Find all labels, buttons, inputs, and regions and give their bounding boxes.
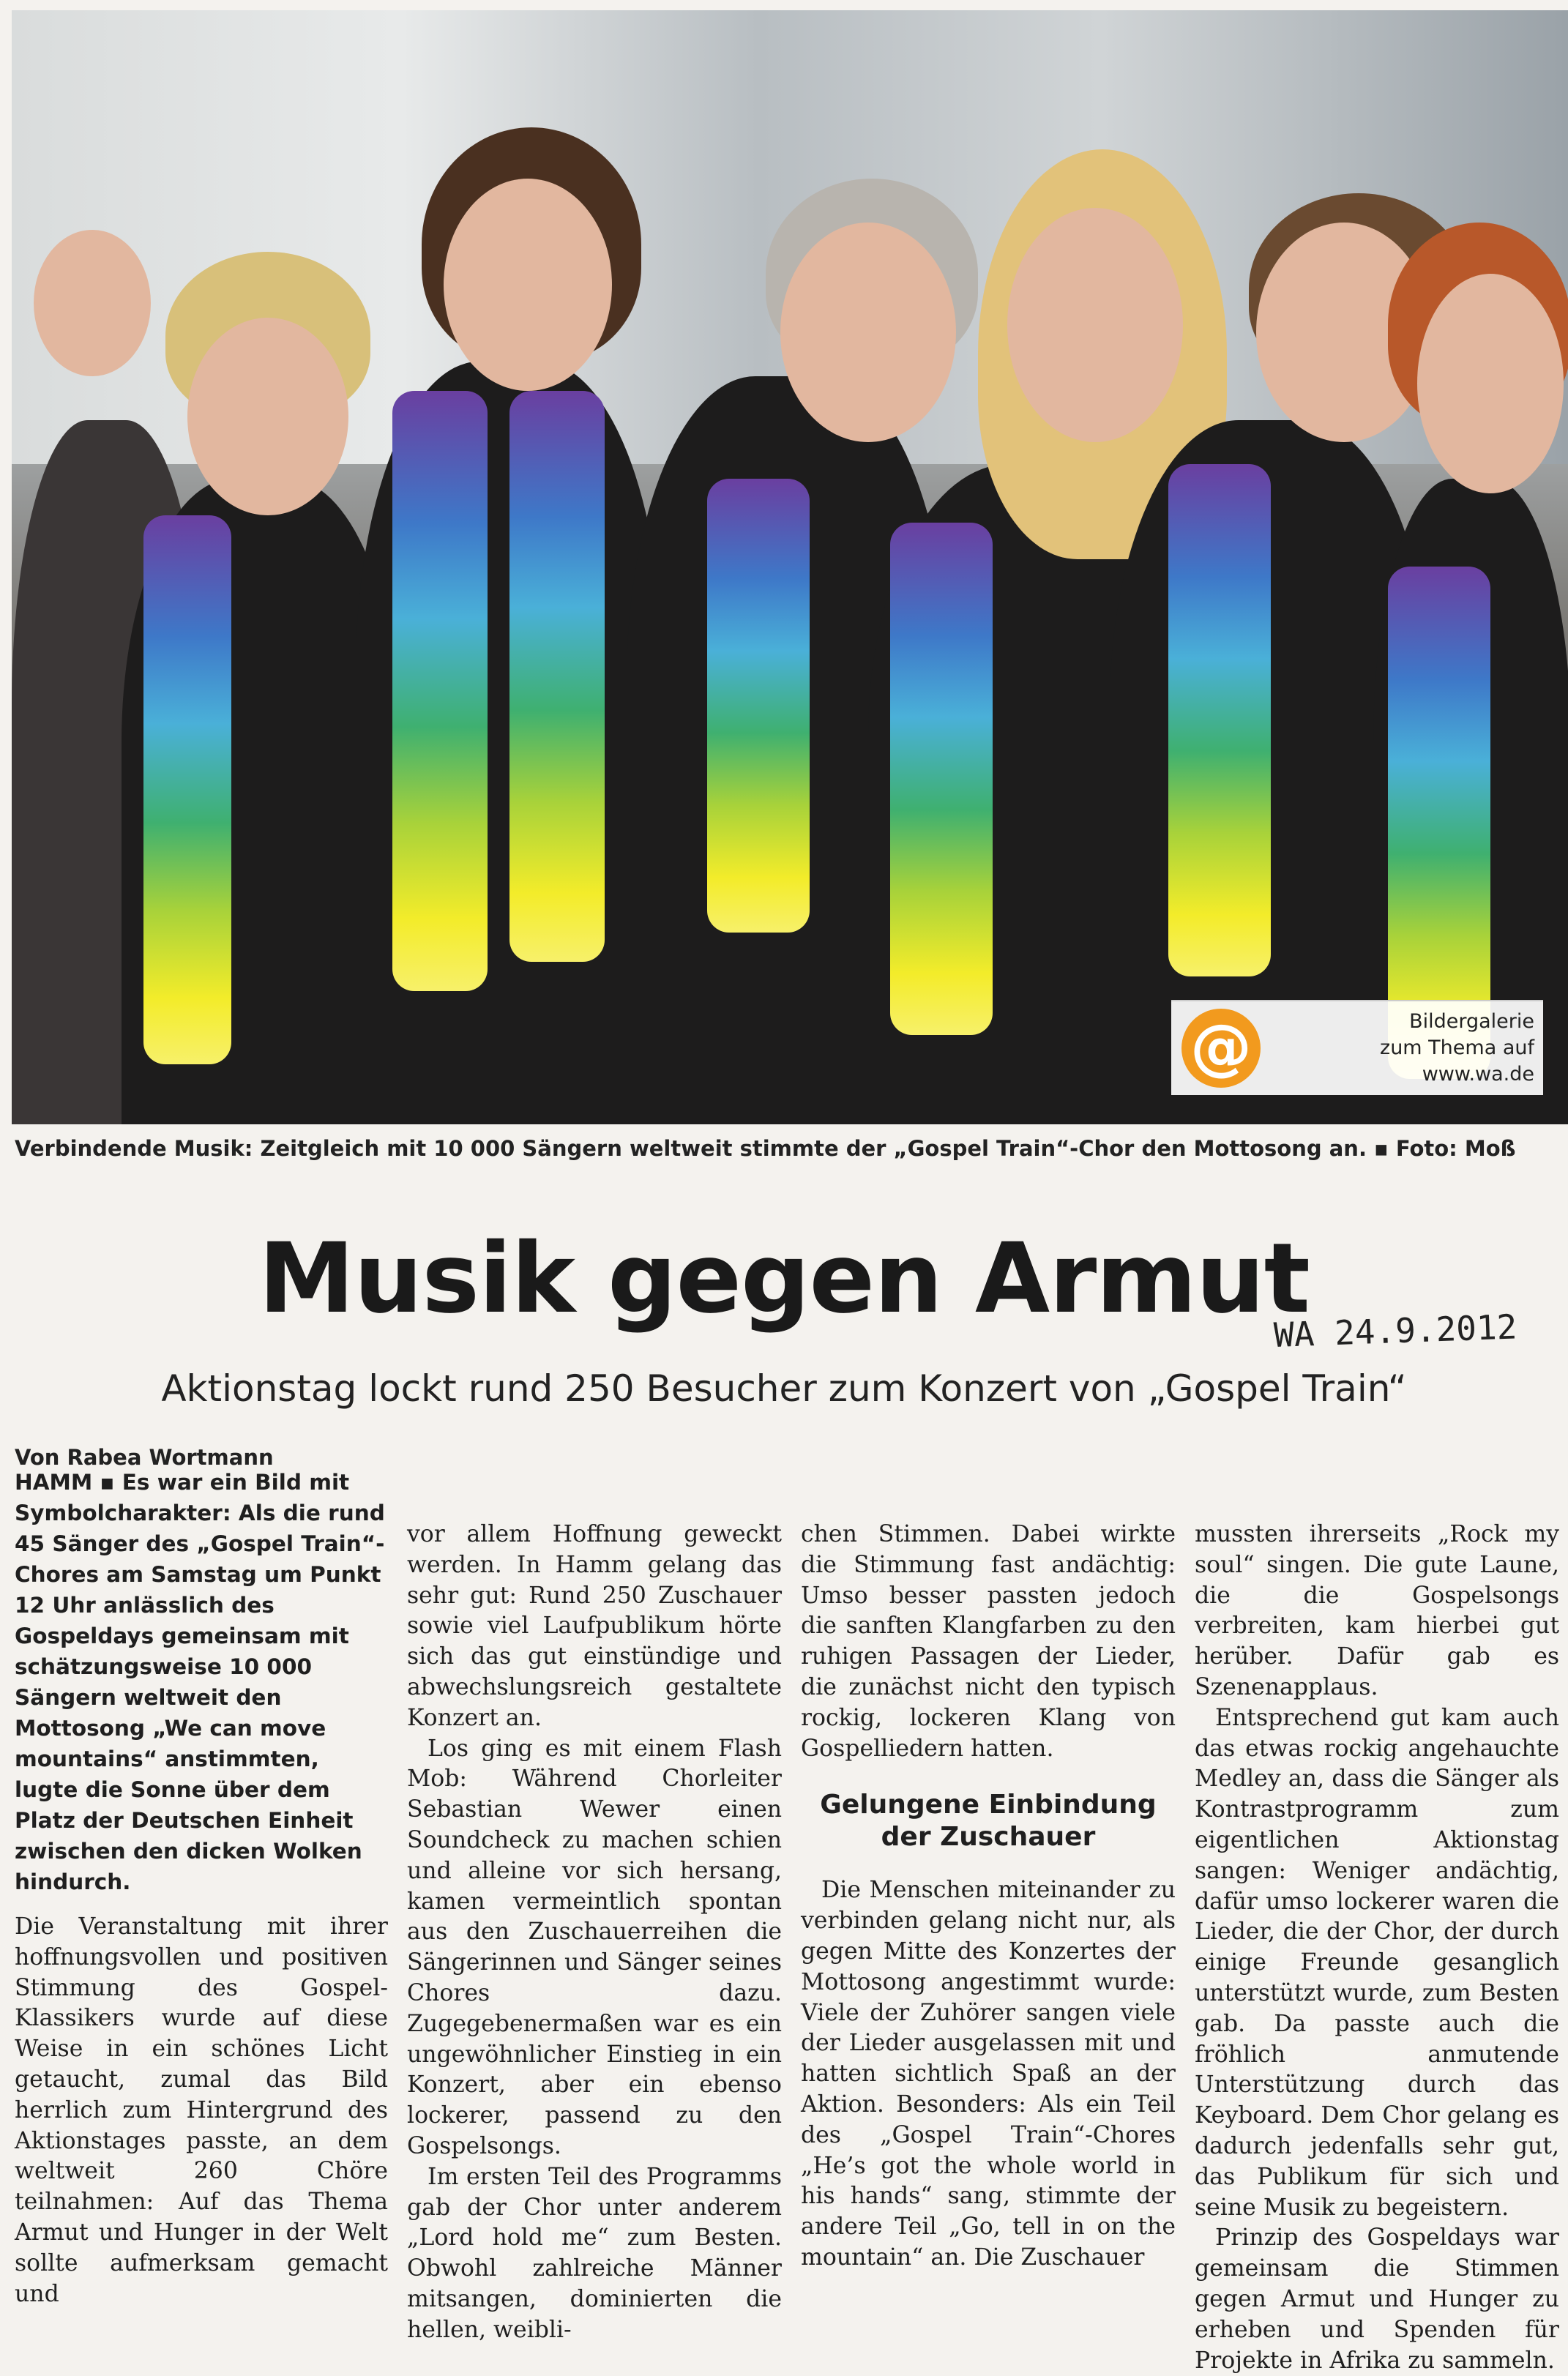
gallery-line-1: Bildergalerie — [1409, 1010, 1534, 1033]
article-column-2 — [407, 1520, 782, 2346]
at-sign-icon: @ — [1181, 1009, 1261, 1088]
body-paragraph: vor allem Hoffnung geweckt werden. In Hamm gelang das sehr gut: Rund 250 Zuschauer sowie viel Laufpublikum hörte sich das gut einstündige und abwechslungsreich gestaltete Konzert an. — [407, 1521, 782, 1731]
rainbow-scarf — [392, 391, 488, 991]
gallery-promo-box[interactable] — [1171, 1000, 1543, 1095]
article-headline: Musik gegen Armut — [258, 1222, 1310, 1335]
singer-head — [187, 318, 348, 515]
article-subheadline: Aktionstag lockt rund 250 Besucher zum Konzert von „Gospel Train“ — [161, 1367, 1407, 1410]
article-column-1 — [15, 1467, 388, 2309]
body-paragraph: Entsprechend gut kam auch das etwas rockig angehauchte Medley an, dass die Sänger als Kontrastprogramm zum eigentlichen Aktionstag sangen: Weniger andächtig, dafür umso lockerer waren die Lieder, die der Chor, der durch einige Freunde gesanglich unterstützt wurde, zum Besten gab. Da passte auch die fröhlich anmutende Unterstützung durch das Keyboard. Dem Chor gelang es dadurch jedenfalls sehr gut, das Publikum für sich und seine Musik zu begeistern. — [1195, 1704, 1559, 2221]
body-paragraph: Im ersten Teil des Programms gab der Chor unter anderem „Lord hold me“ zum Besten. Obwohl zahlreiche Männer mitsangen, dominierten die hellen, weibli- — [407, 2163, 782, 2343]
body-paragraph: Prinzip des Gospeldays war gemeinsam die Stimmen gegen Armut und Hunger zu erheben und Spenden für Projekte in Afrika zu sammeln. — [1195, 2224, 1559, 2374]
body-paragraph: mussten ihrerseits „Rock my soul“ singen. Die gute Laune, die die Gospelsongs verbreiten, kam hierbei gut herüber. Dafür gab es Szenenapplaus. — [1195, 1521, 1559, 1700]
choir-photo — [12, 10, 1568, 1124]
section-subheading: Gelungene Einbindung der Zuschauer — [820, 1790, 1157, 1853]
body-paragraph: Die Menschen miteinander zu verbinden gelang nicht nur, als gegen Mitte des Konzertes der Mottosong angestimmt wurde: Viele der Zuhörer sangen viele der Lieder ausgelassen mit und hatten sichtlich Spaß an der Aktion. Besonders: Als ein Teil des „Gospel Train“-Chores „He’s got the whole world in his hands“ sang, stimmte der andere Teil „Go, tell in on the mountain“ an. Die Zuschauer — [801, 1877, 1176, 2271]
singer-head — [444, 179, 612, 391]
article-column-4 — [1195, 1520, 1559, 2376]
handwritten-date-note: WA 24.9.2012 — [1273, 1307, 1518, 1355]
lead-paragraph: HAMM ▪ Es war ein Bild mit Symbolcharakter: Als die rund 45 Sänger des „Gospel Train“-Chores am Samstag um Punkt 12 Uhr anlässlich des Gospeldays gemeinsam mit schätzungsweise 10 000 Sängern weltweit den Mottosong „We can move mountains“ anstimmten, lugte die Sonne über dem Platz der Deutschen Einheit zwischen den dicken Wolken hindurch. — [15, 1470, 385, 1894]
author-byline: Von Rabea Wortmann — [15, 1445, 274, 1470]
photo-caption: Verbindende Musik: Zeitgleich mit 10 000 Sängern weltweit stimmte der „Gospel Train“-Chor den Mottosong an. ▪ Foto: Moß — [15, 1136, 1516, 1161]
singer-head — [1417, 274, 1564, 493]
body-paragraph: chen Stimmen. Dabei wirkte die Stimmung fast andächtig: Umso besser passten jedoch die sanften Klangfarben zu den ruhigen Passagen der Lieder, die zunächst nicht den typisch rockig, lockeren Klang von Gospelliedern hatten. — [801, 1521, 1176, 1762]
rainbow-scarf — [509, 391, 605, 962]
singer-head — [780, 223, 956, 442]
singer-head — [1007, 208, 1183, 442]
body-paragraph: Die Veranstaltung mit ihrer hoffnungsvollen und positiven Stimmung des Gospel-Klassikers wurde auf diese Weise in ein schönes Licht getaucht, zumal das Bild herrlich zum Hintergrund des Aktionstages passte, an dem weltweit 260 Chöre teilnahmen: Auf das Thema Armut und Hunger in der Welt sollte aufmerksam gemacht und — [15, 1913, 388, 2307]
article-column-3 — [801, 1520, 1176, 2274]
rainbow-scarf — [143, 515, 231, 1064]
body-paragraph: Los ging es mit einem Flash Mob: Während Chorleiter Sebastian Wewer einen Soundcheck zu machen schien und alleine vor sich hersang, kamen vermeintlich spontan aus den Zuschauerreihen die Sängerinnen und Sänger seines Chores dazu. Zugegebenermaßen war es ein ungewöhnlicher Einstieg in ein Konzert, aber ein ebenso lockerer, passend zu den Gospelsongs. — [407, 1735, 782, 2159]
rainbow-scarf — [707, 479, 810, 933]
rainbow-scarf — [1168, 464, 1271, 976]
gallery-promo-text — [1380, 1009, 1534, 1088]
rainbow-scarf — [890, 523, 993, 1035]
gallery-url-link[interactable]: www.wa.de — [1422, 1063, 1534, 1086]
gallery-line-2: zum Thema auf — [1380, 1036, 1534, 1059]
singer-head — [34, 230, 151, 376]
